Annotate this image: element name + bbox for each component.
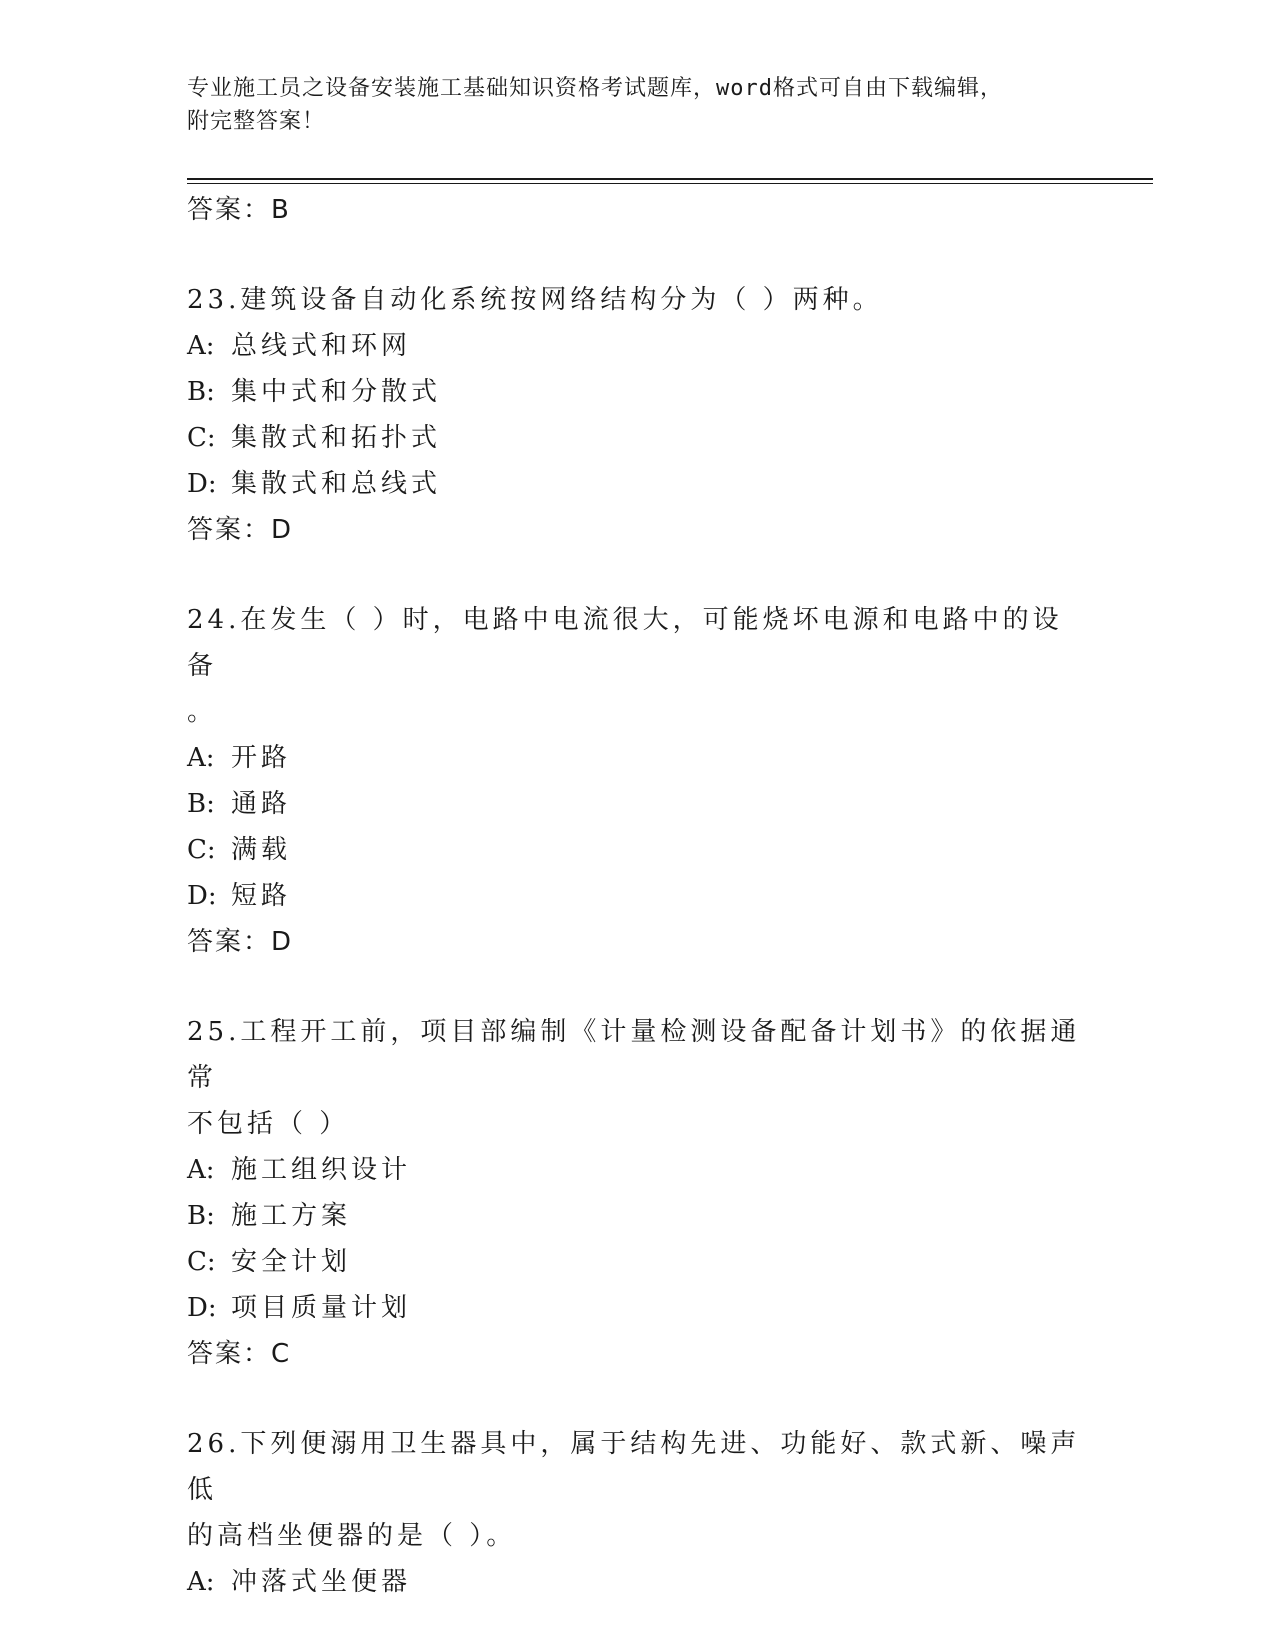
- question-answer: 答案：C: [187, 1339, 292, 1369]
- answer-option: [187, 369, 1087, 415]
- answer-previous: 答案：B: [187, 195, 291, 225]
- option-text: 通路: [231, 789, 292, 819]
- document-header: [187, 72, 1087, 138]
- option-text: 集中式和分散式: [231, 377, 442, 407]
- answer-option: [187, 1285, 1087, 1331]
- answer-option: [187, 461, 1087, 507]
- option-text: 开路: [231, 743, 292, 773]
- option-text: 集散式和拓扑式: [231, 423, 442, 453]
- header-divider-thick: [187, 178, 1153, 180]
- question-answer: 答案：D: [187, 927, 294, 957]
- question-answer: 答案：D: [187, 515, 294, 545]
- question-item: [187, 597, 1087, 965]
- option-letter: C:: [187, 423, 216, 453]
- option-text: 满载: [231, 835, 292, 865]
- option-letter: B:: [187, 377, 215, 407]
- option-text: 施工组织设计: [231, 1155, 412, 1185]
- option-letter: B:: [187, 1201, 215, 1231]
- answer-option: [187, 735, 1087, 781]
- option-text: 总线式和环网: [231, 331, 412, 361]
- question-stem: 的高档坐便器的是（ ）。: [187, 1521, 517, 1551]
- option-letter: A:: [187, 331, 215, 361]
- question-stem: 24.在发生（ ）时，电路中电流很大，可能烧坏电源和电路中的设备: [187, 605, 1063, 681]
- header-divider-thin: [187, 183, 1153, 184]
- option-text: 短路: [231, 881, 292, 911]
- question-stem: 。: [187, 697, 218, 727]
- option-letter: A:: [187, 1567, 215, 1597]
- answer-option: [187, 1559, 1087, 1605]
- answer-option: [187, 323, 1087, 369]
- option-text: 冲落式坐便器: [231, 1567, 412, 1597]
- option-letter: D:: [187, 881, 217, 911]
- option-letter: C:: [187, 835, 216, 865]
- header-line-1: 专业施工员之设备安装施工基础知识资格考试题库，word格式可自由下载编辑，: [187, 76, 1003, 101]
- question-item: [187, 1421, 1087, 1605]
- question-item: [187, 1009, 1087, 1377]
- question-list: [187, 187, 1087, 1605]
- question-stem: 25.工程开工前，项目部编制《计量检测设备配备计划书》的依据通常: [187, 1017, 1081, 1093]
- question-stem: 不包括（ ）: [187, 1109, 350, 1139]
- option-letter: C:: [187, 1247, 216, 1277]
- option-text: 施工方案: [231, 1201, 352, 1231]
- question-stem: 26.下列便溺用卫生器具中，属于结构先进、功能好、款式新、噪声低: [187, 1429, 1081, 1505]
- option-letter: D:: [187, 469, 217, 499]
- option-text: 安全计划: [231, 1247, 352, 1277]
- answer-option: [187, 781, 1087, 827]
- answer-option: [187, 827, 1087, 873]
- option-text: 集散式和总线式: [231, 469, 442, 499]
- answer-option: [187, 1147, 1087, 1193]
- header-line-2: 附完整答案！: [187, 109, 326, 134]
- answer-option: [187, 1239, 1087, 1285]
- option-letter: B:: [187, 789, 215, 819]
- answer-option: [187, 873, 1087, 919]
- answer-option: [187, 415, 1087, 461]
- answer-option: [187, 1193, 1087, 1239]
- option-letter: A:: [187, 1155, 215, 1185]
- question-item: [187, 277, 1087, 553]
- option-letter: D:: [187, 1293, 217, 1323]
- option-text: 项目质量计划: [231, 1293, 412, 1323]
- question-stem: 23.建筑设备自动化系统按网络结构分为（ ）两种。: [187, 285, 883, 315]
- option-letter: A:: [187, 743, 215, 773]
